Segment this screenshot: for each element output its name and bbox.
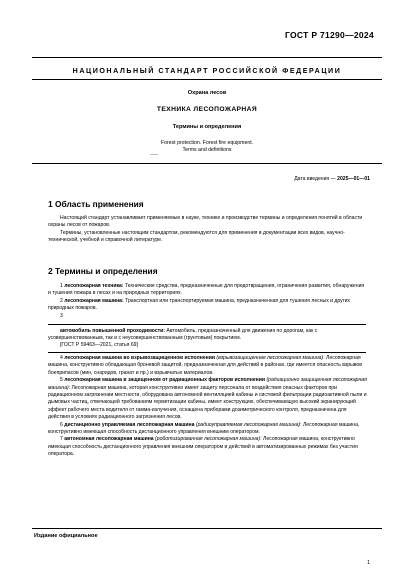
quoted-definition-box xyxy=(48,324,366,353)
standard-category: Охрана лесов xyxy=(187,90,227,96)
quote-top-rule xyxy=(48,324,366,325)
term-7: 7 автономная лесопожарная машина (роботизированная лесопожарная машина): Лесопожарная машина, конструктивно имеющая способность дистанционного управления внешним оператором и действий в автоматизированных режимах без участия оператора. xyxy=(48,436,358,458)
effective-date-value: 2025—01—01 xyxy=(337,176,370,182)
section2-terms-a xyxy=(48,283,368,320)
top-rule xyxy=(32,57,382,58)
term-2: 2 лесопожарная машина: Транспортная или транспортируемая машина, предназначенная для тушения лесных и других природных пожаров. xyxy=(48,297,350,312)
standard-subtitle: Термины и определения xyxy=(172,124,242,130)
section1-heading: 1 Область применения xyxy=(48,199,144,209)
standard-title: ТЕХНИКА ЛЕСОПОЖАРНАЯ xyxy=(156,106,258,113)
standard-number: ГОСТ Р 71290—2024 xyxy=(285,30,374,40)
footer-rule xyxy=(32,528,382,529)
official-edition-label: Издание официальное xyxy=(34,533,98,539)
term-5: 5 лесопожарная машина в защищенном от радиационных факторов исполнении (радиационно защищенная лесопожарная машина): Лесопожарная машина, которая конструктивно имеет защиту персонала от воздействия опасных факторов при радиационном загрязнении местности, оборудована автономной вентиляцией кабины и системой фильтрации радиоактивной пыли и дымовых частиц, отвечающей требованиям герметизации кабины, имеет конструкцию, обеспечивающую высокий экранирующий эффект рабочего места водителя от гамма-излучения, оснащена приборами дозиметрического контроля, предназначена для действия в условиях радиационного загрязнения лесов. xyxy=(48,377,367,421)
page-number: 1 xyxy=(367,560,370,566)
section2-terms-b xyxy=(48,355,368,459)
english-title-line1: Forest protection. Forest fire equipment. xyxy=(160,140,254,146)
quote-bottom-rule xyxy=(48,352,366,353)
english-title-line2: Terms and definitions xyxy=(182,146,232,153)
term-4: 4 лесопожарная машина во взрывозащищенном исполнении (взрывозащищенная лесопожарная машина): Лесопожарная машина, конструктивно обладающая броневой защитой, предназначенная для действий в районах, где имеется опасность взрывов боеприпасов (мин, снарядов, гранат и пр.) и взрывчатых материалов. xyxy=(48,355,362,376)
banner-rule xyxy=(32,79,382,80)
term-3-number: 3 xyxy=(60,312,63,319)
section1-para2: Термины, установленные настоящим стандартом, рекомендуются для применения в документации всех видов, научно-технической, учебной и справочной литературе. xyxy=(48,229,345,244)
term-1: 1 лесопожарная техника: Технические средства, предназначенные для предотвращения, ограничения развития, обнаружения и тушения пожара в лесах и на природных территориях. xyxy=(48,283,365,297)
national-standard-banner: НАЦИОНАЛЬНЫЙ СТАНДАРТ РОССИЙСКОЙ ФЕДЕРАЦИИ xyxy=(72,67,342,75)
section1-body xyxy=(48,215,368,245)
quoted-term: автомобиль повышенной проходимости: Автомобиль, предназначенный для движения по дорогам, как с усовершенствованным, так и с неусовершенствованным (грунтовым) покрытием. xyxy=(48,328,318,342)
quoted-reference: [ГОСТ Р 59463—2021, статья 69] xyxy=(60,342,138,349)
section2-heading: 2 Термины и определения xyxy=(48,266,158,276)
title-rule xyxy=(32,163,382,164)
scan-mark xyxy=(150,154,158,155)
effective-date-label: Дата введения — xyxy=(294,176,336,182)
section1-para1: Настоящий стандарт устанавливает применяемые в науке, технике и производстве термины и определения понятий в области охраны лесов от пожаров. xyxy=(48,215,363,229)
english-title xyxy=(32,140,382,153)
effective-date xyxy=(294,176,370,182)
term-6: 6 дистанционно управляемая лесопожарная машина (радиоуправляемая лесопожарная машина): Лесопожарная машина, конструктивно имеющая способность дистанционного управления внешним оператором. xyxy=(48,421,360,436)
